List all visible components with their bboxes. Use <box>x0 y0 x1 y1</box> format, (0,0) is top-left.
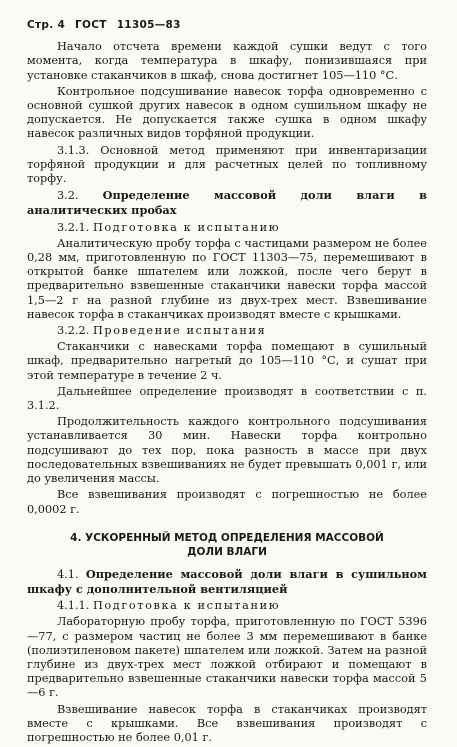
paragraph: Стаканчики с навесками торфа помещают в сушильный шкаф, предварительно нагретый до 105—110 °С, и сушат при этой температуре в течение 2 ч. <box>27 340 427 382</box>
subsection-title: Подготовка к испытанию <box>92 599 281 613</box>
section-number: 3.2. <box>57 189 79 203</box>
paragraph: Все взвешивания производят с погрешностью не более 0,0002 г. <box>27 488 427 516</box>
standard-number: 11305—83 <box>116 19 181 31</box>
section-title: Определение массовой доли влаги в сушильном шкафу с дополнительной вентиляцией <box>27 566 427 596</box>
section-title-line: 4. УСКОРЕННЫЙ МЕТОД ОПРЕДЕЛЕНИЯ МАССОВОЙ <box>70 531 384 544</box>
page-number: Стр. 4 <box>27 19 66 31</box>
section-heading-4-1 <box>27 567 427 597</box>
paragraph: Продолжительность каждого контрольного подсушивания устанавливается 30 мин. Навески торфа контрольно подсушивают до тех пор, пока разность в массе при двух последовательных взвешиваниях не будет превышать 0,001 г, или до увеличения массы. <box>27 415 427 486</box>
subsection-heading-4-1-1 <box>27 599 427 613</box>
section-number: 4.1. <box>57 567 79 581</box>
subsection-title: Подготовка к испытанию <box>92 220 281 234</box>
paragraph: Взвешивание навесок торфа в стаканчиках производят вместе с крышками. Все взвешивания производят с погрешностью не более 0,01 г. <box>27 702 427 744</box>
page-header <box>27 18 427 32</box>
subsection-number: 3.2.1. <box>57 220 90 234</box>
document-page <box>27 18 427 747</box>
standard-label: ГОСТ <box>75 19 107 31</box>
subsection-number: 4.1.1. <box>57 599 90 613</box>
subsection-heading-3-2-1 <box>27 221 427 235</box>
section-title: Определение массовой доли влаги в аналитических пробах <box>27 188 428 218</box>
subsection-heading-3-2-2 <box>27 324 427 338</box>
section-4-title <box>27 531 427 559</box>
paragraph: Начало отсчета времени каждой сушки ведут с того момента, когда температура в шкафу, понизившаяся при установке стаканчиков в шкаф, снова достигнет 105—110 °С. <box>27 40 427 82</box>
paragraph: Лабораторную пробу торфа, приготовленную по ГОСТ 5396—77, с размером частиц не более 3 мм перемешивают в банке (полиэтиленовом пакете) шпателем или ложкой. Затем на разной глубине из двух-трех мест ложкой отбирают и помещают в предварительно взвешенные стаканчики навески торфа массой 5—6 г. <box>27 615 427 700</box>
section-heading-3-2 <box>27 188 427 218</box>
subsection-number: 3.2.2. <box>57 324 90 338</box>
subsection-title: Проведение испытания <box>92 324 267 338</box>
section-title-line: ДОЛИ ВЛАГИ <box>187 545 267 558</box>
paragraph: Дальнейшее определение производят в соответствии с п. 3.1.2. <box>27 384 427 413</box>
paragraph: Аналитическую пробу торфа с частицами размером не более 0,28 мм, приготовленную по ГОСТ 11303—75, перемешивают в открытой банке шпателем или ложкой, после чего берут в предварительно взвешенные стаканчики навески торфа массой 1,5—2 г на разной глубине из двух-трех мест. Взвешивание навесок торфа в стаканчиках производят вместе с крышками. <box>27 236 427 321</box>
paragraph: 3.1.3. Основной метод применяют при инвентаризации торфяной продукции и для расчетных целей по топливному торфу. <box>27 143 427 186</box>
paragraph: Контрольное подсушивание навесок торфа одновременно с основной сушкой других навесок в одном сушильном шкафу не допускается. Не допускается также сушка в одном шкафу навесок различных видов торфяной продукции. <box>27 84 427 141</box>
